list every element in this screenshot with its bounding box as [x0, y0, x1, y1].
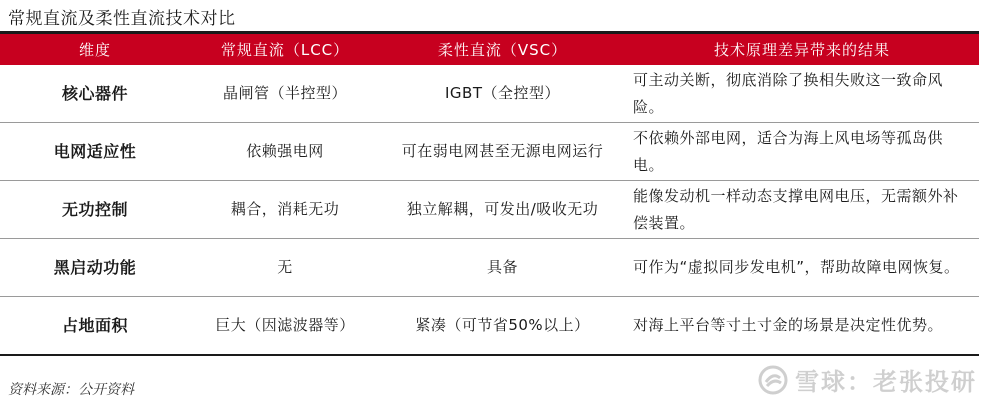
table-row — [0, 297, 979, 356]
cell-vsc: 具备 — [380, 239, 625, 297]
cell-dimension: 占地面积 — [0, 297, 190, 356]
table-row — [0, 239, 979, 297]
cell-result: 能像发动机一样动态支撑电网电压，无需额外补偿装置。 — [625, 181, 979, 239]
cell-lcc: 耦合，消耗无功 — [190, 181, 380, 239]
comparison-table — [0, 34, 979, 356]
header-result: 技术原理差异带来的结果 — [625, 34, 979, 65]
source-note: 资料来源：公开资料 — [8, 382, 134, 398]
cell-vsc: IGBT（全控型） — [380, 65, 625, 123]
cell-vsc: 可在弱电网甚至无源电网运行 — [380, 123, 625, 181]
header-dimension: 维度 — [0, 34, 190, 65]
table-row — [0, 181, 979, 239]
cell-dimension: 无功控制 — [0, 181, 190, 239]
page-title: 常规直流及柔性直流技术对比 — [8, 9, 236, 29]
table-row — [0, 65, 979, 123]
cell-lcc: 依赖强电网 — [190, 123, 380, 181]
cell-lcc: 晶闸管（半控型） — [190, 65, 380, 123]
watermark-text: 雪球：老张投研 — [795, 368, 977, 396]
header-lcc: 常规直流（LCC） — [190, 34, 380, 65]
cell-dimension: 电网适应性 — [0, 123, 190, 181]
cell-dimension: 核心器件 — [0, 65, 190, 123]
cell-result: 可作为“虚拟同步发电机”，帮助故障电网恢复。 — [625, 239, 979, 297]
header-vsc: 柔性直流（VSC） — [380, 34, 625, 65]
cell-result: 对海上平台等寸土寸金的场景是决定性优势。 — [625, 297, 979, 356]
cell-vsc: 紧凑（可节省50%以上） — [380, 297, 625, 356]
cell-lcc: 无 — [190, 239, 380, 297]
table-row — [0, 123, 979, 181]
cell-result: 可主动关断，彻底消除了换相失败这一致命风险。 — [625, 65, 979, 123]
snowball-logo-icon — [757, 364, 789, 396]
watermark — [757, 362, 977, 397]
cell-result: 不依赖外部电网，适合为海上风电场等孤岛供电。 — [625, 123, 979, 181]
table-header-row — [0, 34, 979, 65]
cell-lcc: 巨大（因滤波器等） — [190, 297, 380, 356]
cell-vsc: 独立解耦，可发出/吸收无功 — [380, 181, 625, 239]
cell-dimension: 黑启动功能 — [0, 239, 190, 297]
